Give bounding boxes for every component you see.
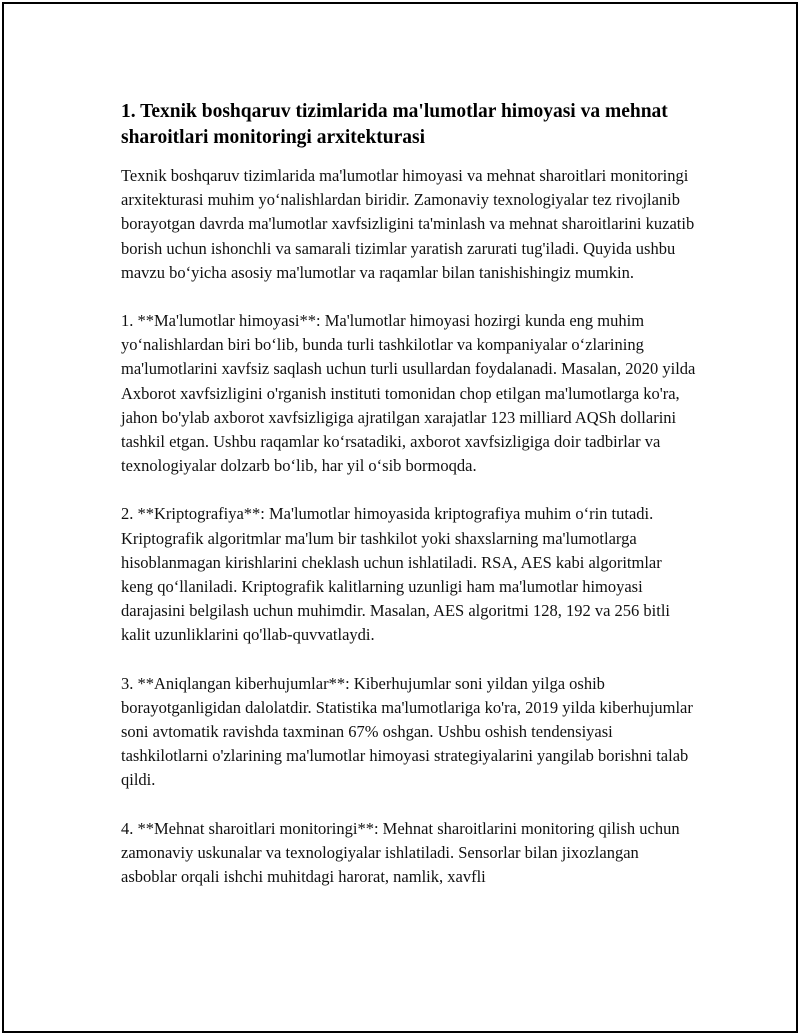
page-frame xyxy=(2,2,798,1033)
document-body xyxy=(121,99,696,913)
document-title: 1. Texnik boshqaruv tizimlarida ma'lumotlar himoyasi va mehnat sharoitlari monitoringi arxitekturasi xyxy=(121,101,668,148)
paragraph-data-protection: 1. **Ma'lumotlar himoyasi**: Ma'lumotlar himoyasi hozirgi kunda eng muhim yo‘nalishlardan biri bo‘lib, bunda turli tashkilotlar va kompaniyalar o‘zlarining ma'lumotlarini xavfsiz saqlash uchun turli usullardan foydalanadi. Masalan, 2020 yilda Axborot xavfsizligini o'rganish instituti tomonidan chop etilgan ma'lumotlarga ko'ra, jahon bo'ylab axborot xavfsizligiga ajratilgan xarajatlar 123 milliard AQSh dollarini tashkil etgan. Ushbu raqamlar ko‘rsatadiki, axborot xavfsizligiga doir tadbirlar va texnologiyalar dolzarb bo‘lib, har yil o‘sib bormoqda. xyxy=(121,311,696,476)
paragraph-cryptography: 2. **Kriptografiya**: Ma'lumotlar himoyasida kriptografiya muhim o‘rin tutadi. Kriptografik algoritmlar ma'lum bir tashkilot yoki shaxslarning ma'lumotlarga hisoblanmagan kirishlarini cheklash uchun ishlatiladi. RSA, AES kabi algoritmlar keng qo‘llaniladi. Kriptografik kalitlarning uzunligi ham ma'lumotlar himoyasi darajasini belgilash uchun muhimdir. Masalan, AES algoritmi 128, 192 va 256 bitli kalit uzunliklarini qo'llab-quvvatlaydi. xyxy=(121,504,671,645)
paragraph-work-conditions-monitoring: 4. **Mehnat sharoitlari monitoringi**: Mehnat sharoitlarini monitoring qilish uchun zamonaviy uskunalar va texnologiyalar ishlatiladi. Sensorlar bilan jixozlangan asboblar orqali ishchi muhitdagi harorat, namlik, xavfli xyxy=(121,818,680,887)
paragraph-cyberattacks: 3. **Aniqlangan kiberhujumlar**: Kiberhujumlar soni yildan yilga oshib borayotganligidan dalolatdir. Statistika ma'lumotlariga ko'ra, 2019 yilda kiberhujumlar soni avtomatik ravishda taxminan 67% oshgan. Ushbu oshish tendensiyasi tashkilotlarni o'zlarining ma'lumotlar himoyasi strategiyalarini yangilab borishni talab qildi. xyxy=(121,673,693,790)
intro-paragraph: Texnik boshqaruv tizimlarida ma'lumotlar himoyasi va mehnat sharoitlari monitoringi arxitekturasi muhim yo‘nalishlardan biridir. Zamonaviy texnologiyalar tez rivojlanib borayotgan davrda ma'lumotlar xavfsizligini ta'minlash va mehnat sharoitlarini kuzatib borish uchun ishonchli va samarali tizimlar yaratish zarurati tug'iladi. Quyida ushbu mavzu bo‘yicha asosiy ma'lumotlar va raqamlar bilan tanishishingiz mumkin. xyxy=(121,166,695,282)
